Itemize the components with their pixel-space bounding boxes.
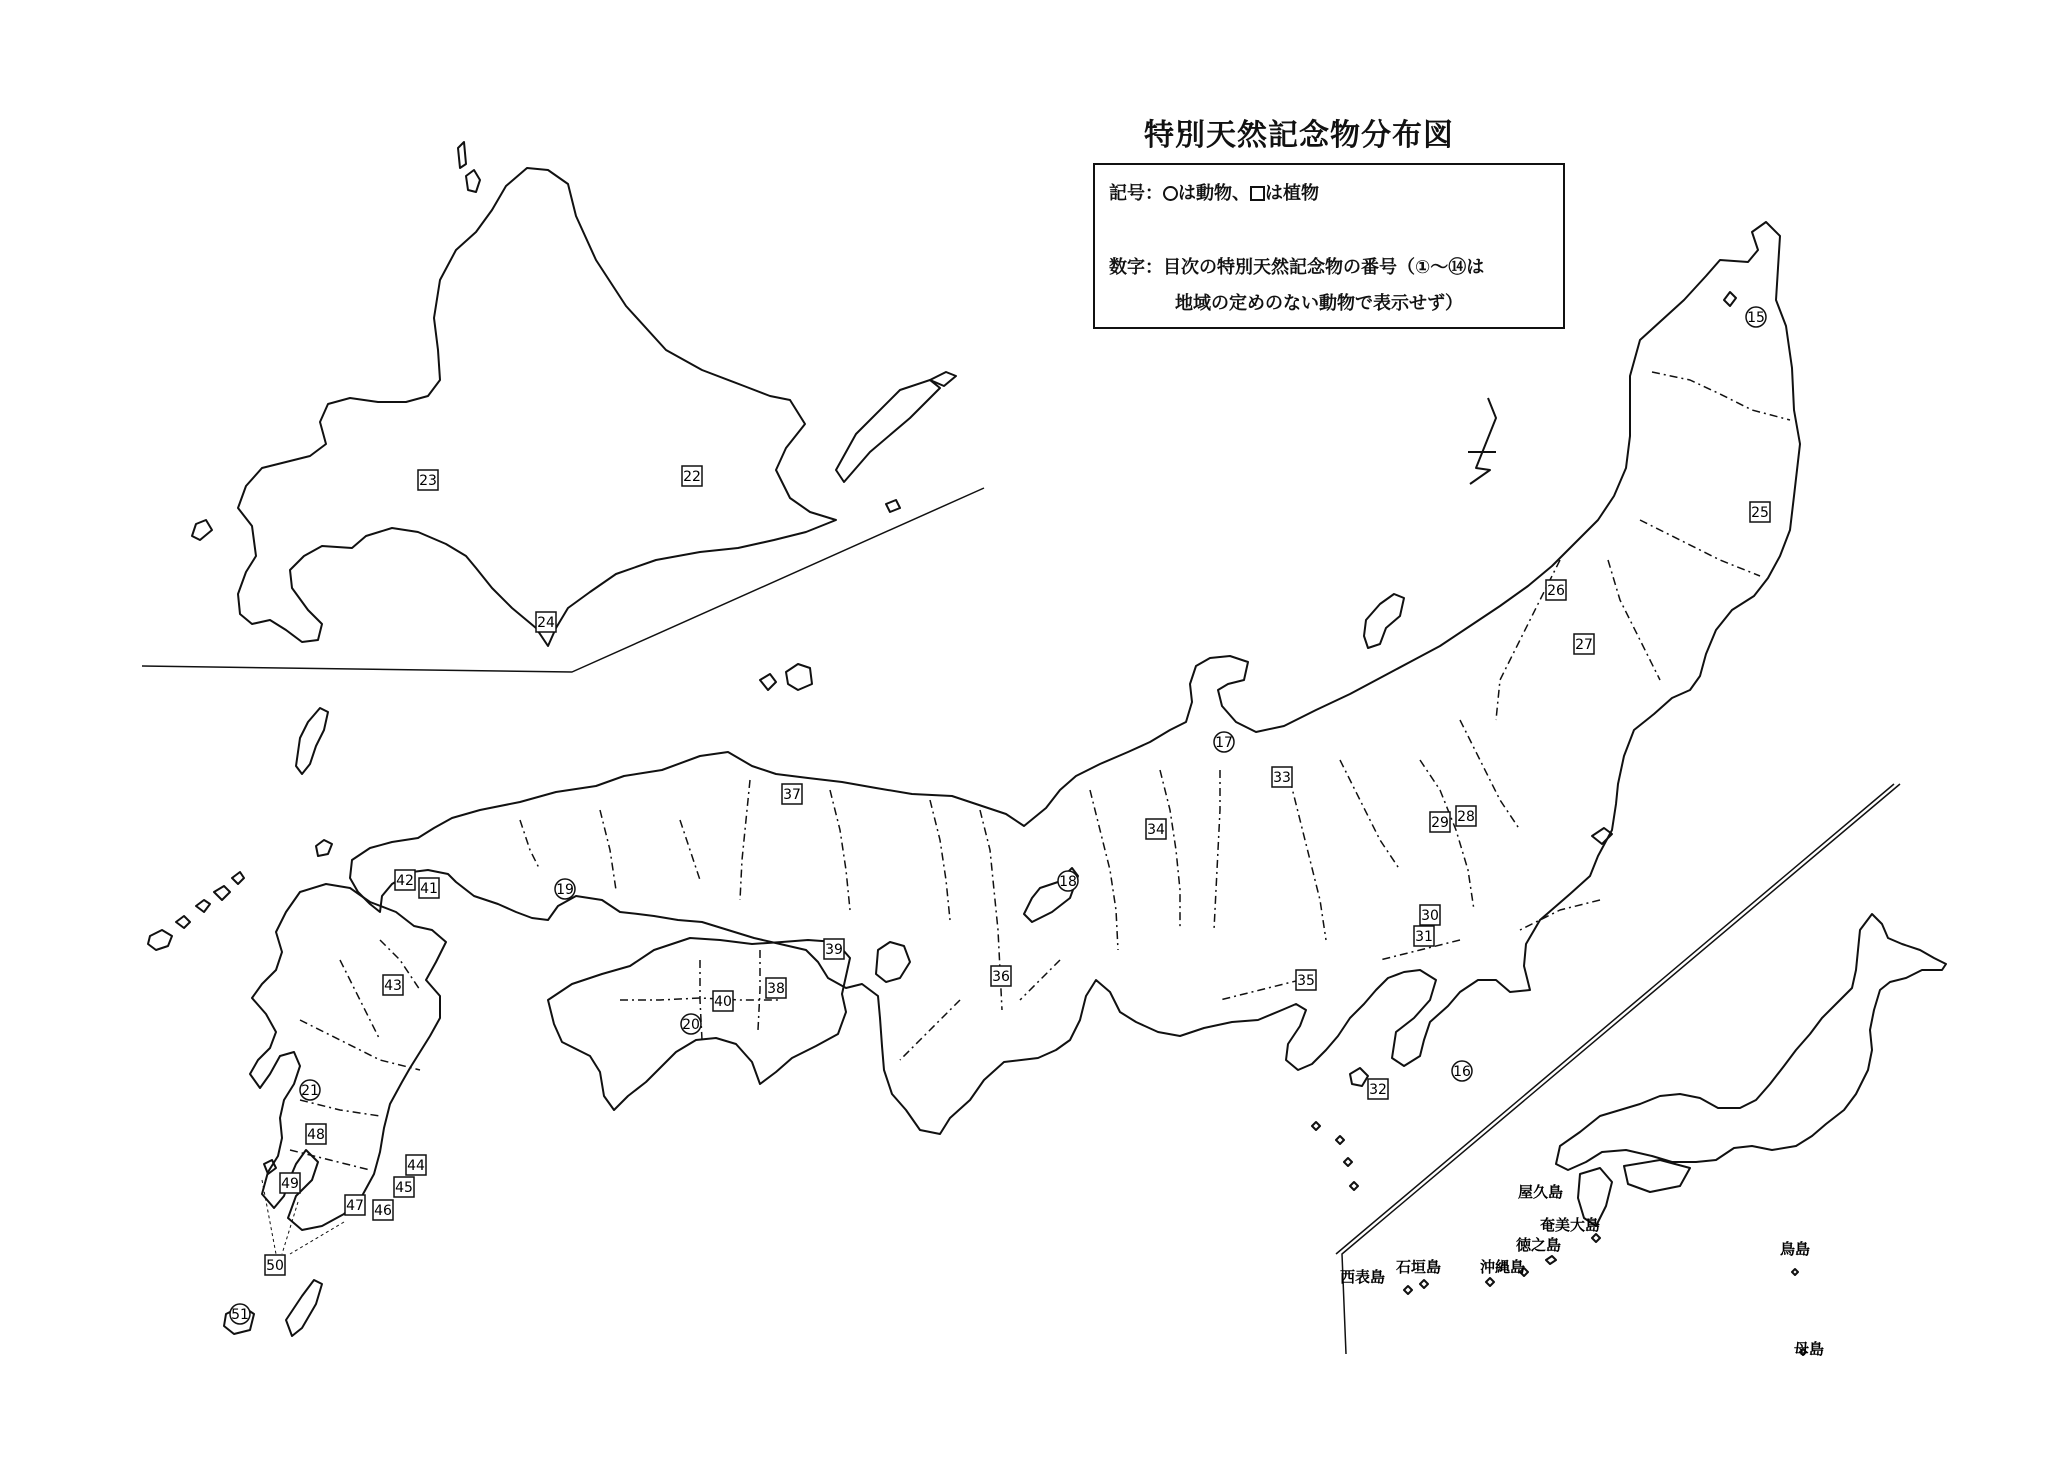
marker-number: 16	[1453, 1064, 1471, 1080]
mini-islands	[1404, 1234, 1806, 1355]
plant-marker-33	[1272, 767, 1292, 787]
animal-marker-18	[1058, 871, 1078, 891]
legend-symbols-label: 記号：	[1109, 183, 1163, 204]
marker-number: 30	[1421, 908, 1439, 924]
marker-number: 25	[1751, 505, 1769, 521]
animal-marker-17	[1214, 732, 1234, 752]
legend-plant-text: は植物	[1265, 183, 1319, 204]
hokkaido-outline	[238, 168, 836, 646]
island-label: 母島	[1794, 1340, 1825, 1358]
animal-marker-19	[555, 879, 575, 899]
marker-number: 20	[682, 1017, 700, 1033]
animal-marker-16	[1452, 1061, 1472, 1081]
marker-number: 33	[1273, 770, 1291, 786]
plant-marker-25	[1750, 502, 1770, 522]
marker-number: 44	[407, 1158, 425, 1174]
okushiri-island	[192, 520, 212, 540]
animal-marker-15	[1746, 307, 1766, 327]
marker-number: 36	[992, 969, 1010, 985]
marker-number: 15	[1747, 310, 1765, 326]
marker-number: 48	[307, 1127, 325, 1143]
legend-numbers-row-2	[1175, 289, 1463, 315]
marker-number: 19	[556, 882, 574, 898]
marker-number: 50	[266, 1258, 284, 1274]
marker-number: 23	[419, 473, 437, 489]
plant-marker-22	[682, 466, 702, 486]
mini-shikoku	[1624, 1160, 1690, 1192]
honshu-outline	[350, 222, 1800, 1134]
marker-number: 24	[537, 615, 555, 631]
legend-numbers-text-1: 目次の特別天然記念物の番号（①～⑭は	[1163, 257, 1485, 278]
marker-number: 38	[767, 981, 785, 997]
shikotan-island	[886, 500, 900, 512]
plant-marker-31	[1414, 926, 1434, 946]
marker-number: 31	[1415, 929, 1433, 945]
hokkaido-inset-divider	[142, 488, 984, 672]
marker-number: 22	[683, 469, 701, 485]
marker-number: 26	[1547, 583, 1565, 599]
izu-oshima	[1350, 1068, 1368, 1086]
plant-marker-23	[418, 470, 438, 490]
plant-marker-44	[406, 1155, 426, 1175]
plant-marker-32	[1368, 1079, 1388, 1099]
plant-marker-43	[383, 975, 403, 995]
marker-number: 47	[346, 1198, 364, 1214]
kunashiri-island	[836, 380, 940, 482]
animal-marker-20	[681, 1014, 701, 1034]
square-symbol-icon	[1250, 186, 1265, 201]
mini-japan-outline	[1556, 914, 1946, 1170]
marker-number: 18	[1059, 874, 1077, 890]
awaji-island	[876, 942, 910, 982]
marker-number: 43	[384, 978, 402, 994]
circle-symbol-icon	[1163, 186, 1178, 201]
marker-number: 17	[1215, 735, 1233, 751]
plant-marker-29	[1430, 812, 1450, 832]
legend-box	[1093, 163, 1565, 329]
marker-number: 34	[1147, 822, 1165, 838]
prefecture-boundaries	[290, 372, 1790, 1170]
island-label: 徳之島	[1516, 1236, 1562, 1254]
tsushima-island	[296, 708, 328, 774]
plant-marker-41	[419, 878, 439, 898]
legend-numbers-row	[1109, 253, 1484, 279]
marker-number: 49	[281, 1176, 299, 1192]
marker-number: 40	[714, 994, 732, 1010]
plant-marker-42	[395, 870, 415, 890]
marker-number: 37	[783, 787, 801, 803]
tanegashima-island	[286, 1280, 322, 1336]
plant-marker-35	[1296, 970, 1316, 990]
marker-number: 32	[1369, 1082, 1387, 1098]
island-label: 西表島	[1340, 1268, 1386, 1286]
marker-number: 27	[1575, 637, 1593, 653]
marker-number: 35	[1297, 973, 1315, 989]
plant-marker-40	[713, 991, 733, 1011]
plant-marker-47	[345, 1195, 365, 1215]
marker-number: 28	[1457, 809, 1475, 825]
plant-marker-50	[265, 1255, 285, 1275]
plant-marker-26	[1546, 580, 1566, 600]
marker-number: 46	[374, 1203, 392, 1219]
plant-marker-36	[991, 966, 1011, 986]
animal-marker-51	[230, 1304, 250, 1324]
plant-marker-38	[766, 978, 786, 998]
marker-number: 45	[395, 1180, 413, 1196]
sado-island	[1364, 594, 1404, 648]
legend-animal-text: は動物、	[1178, 183, 1250, 204]
rebun-island	[458, 142, 466, 168]
island-label: 鳥島	[1780, 1240, 1811, 1258]
island-label: 奄美大島	[1540, 1216, 1601, 1234]
goto-islands	[148, 872, 244, 950]
marker-number: 41	[420, 881, 438, 897]
plant-marker-27	[1574, 634, 1594, 654]
plant-marker-48	[306, 1124, 326, 1144]
marker-number: 42	[396, 873, 414, 889]
marker-number: 21	[301, 1083, 319, 1099]
marker-number: 51	[231, 1307, 249, 1323]
plant-marker-34	[1146, 819, 1166, 839]
kyushu-pointer-lines	[262, 1180, 344, 1254]
rishiri-island	[466, 170, 480, 192]
plant-marker-37	[782, 784, 802, 804]
kasumigaura-lake	[1592, 828, 1612, 844]
plant-marker-45	[394, 1177, 414, 1197]
marker-number: 39	[825, 942, 843, 958]
island-label: 石垣島	[1396, 1258, 1442, 1276]
shimokita-lake	[1724, 292, 1736, 306]
izu-islands	[1312, 1122, 1358, 1190]
island-label: 屋久島	[1518, 1183, 1564, 1201]
island-label: 沖縄島	[1480, 1258, 1526, 1276]
legend-symbols-row	[1109, 179, 1319, 205]
compass-icon	[1468, 398, 1496, 484]
plant-marker-49	[280, 1173, 300, 1193]
plant-marker-46	[373, 1200, 393, 1220]
iki-island	[316, 840, 332, 856]
plant-marker-39	[824, 939, 844, 959]
legend-numbers-text-2: 地域の定めのない動物で表示せず）	[1175, 293, 1463, 314]
plant-marker-28	[1456, 806, 1476, 826]
plant-marker-24	[536, 612, 556, 632]
map-title: 特別天然記念物分布図	[1144, 118, 1454, 153]
plant-marker-30	[1420, 905, 1440, 925]
legend-numbers-label: 数字：	[1109, 257, 1163, 278]
oki-islands	[760, 664, 812, 690]
animal-marker-21	[300, 1080, 320, 1100]
marker-number: 29	[1431, 815, 1449, 831]
